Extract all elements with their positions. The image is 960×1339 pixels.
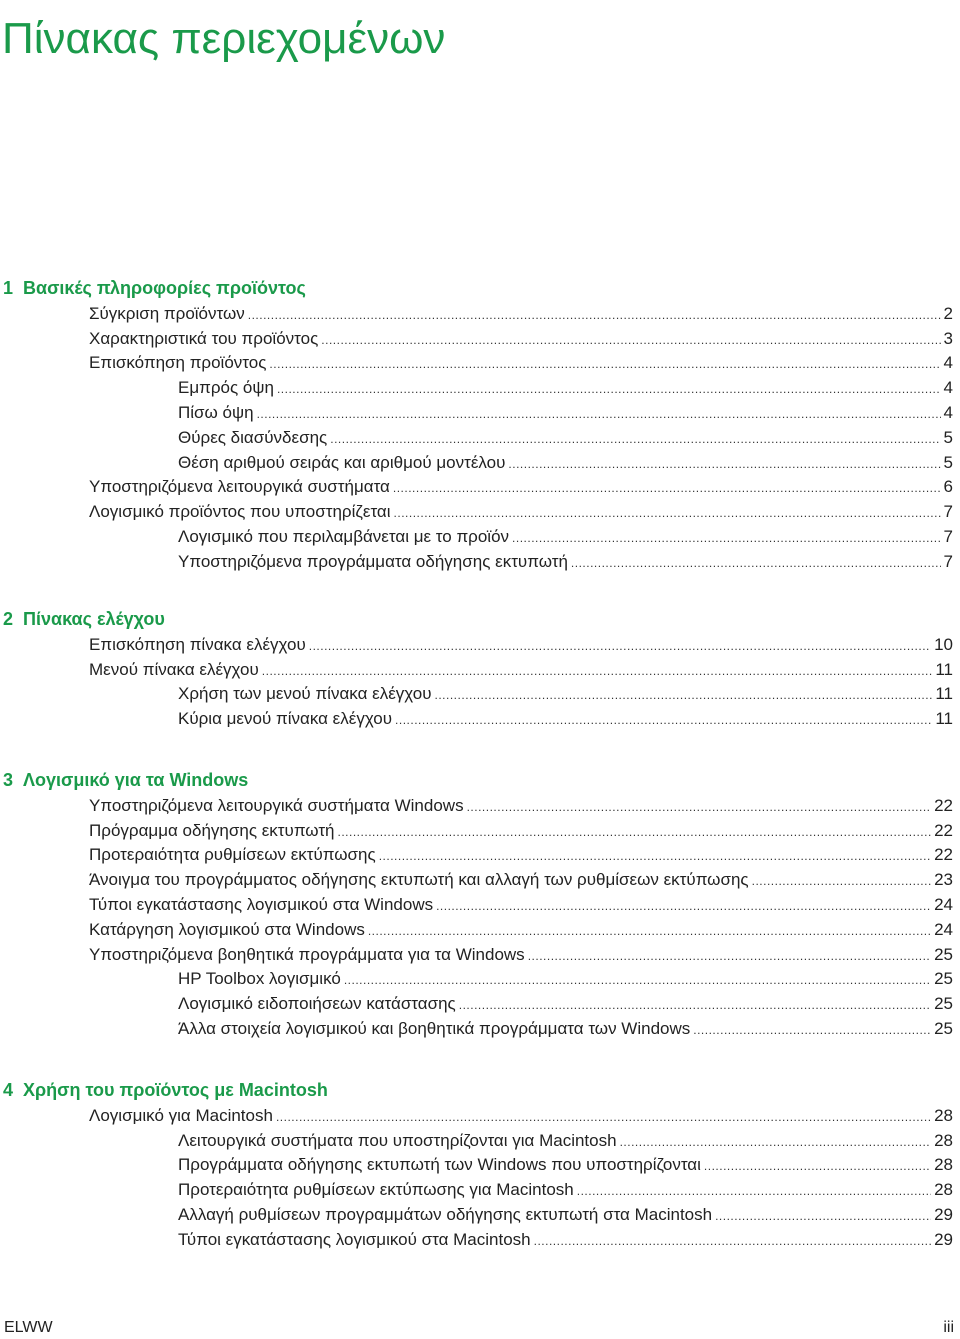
toc-entry-page-number: 28 [934,1105,953,1125]
toc-entry-label: Προτεραιότητα ρυθμίσεων εκτύπωσης [89,845,376,865]
toc-entry-page-number: 25 [934,969,953,989]
dot-leader [704,1154,931,1177]
toc-entry-label: Κατάργηση λογισμικού στα Windows [89,919,365,939]
toc-entry-page-number: 28 [934,1130,953,1150]
toc-entry-page-number: 5 [943,427,953,447]
toc-entry-page-number: 22 [934,845,953,865]
dot-leader [338,820,932,843]
toc-entry[interactable] [89,499,953,524]
dot-leader [276,1105,931,1128]
footer-doc-code: ELWW [4,1319,53,1336]
toc-entry-page-number: 28 [934,1155,953,1175]
dot-leader [395,708,932,731]
toc-entry-page-number: 25 [934,944,953,964]
chapter-heading[interactable] [3,1078,328,1103]
toc-entry-page-number: 23 [934,870,953,890]
toc-entry[interactable] [178,681,953,706]
toc-entry[interactable] [89,942,953,967]
toc-entry[interactable] [89,867,953,892]
page-title: Πίνακας περιεχομένων [2,14,446,63]
dot-leader [534,1229,931,1252]
dot-leader [262,659,933,682]
toc-entry-label: Χρήση των μενού πίνακα ελέγχου [178,684,432,704]
toc-entry-label: Κύρια μενού πίνακα ελέγχου [178,709,393,729]
chapter-title: Χρήση του προϊόντος με Macintosh [23,1080,328,1100]
dot-leader [620,1130,932,1153]
dot-leader [571,551,941,574]
dot-leader [693,1018,931,1041]
toc-entry-label: Πρόγραμμα οδήγησης εκτυπωτή [89,820,335,840]
dot-leader [394,501,941,524]
toc-entry[interactable] [178,1227,953,1252]
dot-leader [277,377,941,400]
toc-entry[interactable] [89,326,953,351]
chapter-number: 2 [3,609,14,629]
dot-leader [269,352,940,375]
toc-entry-label: Λογισμικό για Macintosh [89,1105,273,1125]
toc-entry[interactable] [178,1128,953,1153]
toc-entry-label: Τύποι εγκατάστασης λογισμικού στα Windows [89,895,434,914]
toc-entry-label: Λογισμικό ειδοποιήσεων κατάστασης [178,994,456,1014]
toc-entry-label: Προτεραιότητα ρυθμίσεων εκτύπωσης για Macintosh [178,1180,574,1200]
toc-entry-page-number: 6 [943,477,953,497]
toc-entry-label: HP Toolbox λογισμικό [178,969,341,989]
footer-page-number: iii [943,1319,954,1336]
toc-entry-page-number: 11 [935,709,953,729]
toc-entry-label: Υποστηριζόμενα λειτουργικά συστήματα [89,477,390,497]
toc-entry-label: Εμπρός όψη [178,378,274,398]
toc-entry-page-number: 7 [943,551,953,571]
chapter-title: Λογισμικό για τα Windows [23,770,249,790]
toc-entry[interactable] [178,549,953,574]
toc-entry-page-number: 29 [934,1205,953,1224]
toc-entry[interactable] [178,1177,953,1202]
toc-entry-label: Αλλαγή ρυθμίσεων προγραμμάτων οδήγησης εκτυπωτή στα Macintosh [178,1205,713,1224]
toc-entry-page-number: 25 [934,1019,953,1038]
toc-entry-page-number: 24 [934,895,953,914]
toc-entry-page-number: 25 [934,994,953,1014]
toc-entry-page-number: 11 [935,684,953,704]
toc-entry-label: Θύρες διασύνδεσης [178,427,328,447]
dot-leader [248,303,941,326]
toc-entry[interactable] [178,706,953,731]
toc-entry[interactable] [178,1016,953,1041]
toc-entry-page-number: 24 [934,919,953,939]
toc-entry-label: Χαρακτηριστικά του προϊόντος [89,328,319,348]
toc-entry[interactable] [89,818,953,843]
toc-entry-page-number: 22 [934,795,953,815]
toc-entry[interactable] [178,1202,953,1227]
toc-entry[interactable] [89,301,953,326]
toc-entry[interactable] [89,917,953,942]
toc-entry-label: Υποστηριζόμενα λειτουργικά συστήματα Windows [89,795,464,815]
chapter-number: 3 [3,770,14,790]
dot-leader [435,683,933,706]
dot-leader [379,844,931,867]
toc-entry-label: Λειτουργικά συστήματα που υποστηρίζονται για Macintosh [178,1130,617,1150]
chapter-title: Πίνακας ελέγχου [23,609,165,629]
dot-leader [467,795,932,818]
toc-entry-label: Θέση αριθμού σειράς και αριθμού μοντέλου [178,452,506,472]
toc-entry-label: Άλλα στοιχεία λογισμικού και βοηθητικά προγράμματα των Windows [178,1019,691,1038]
toc-entry[interactable] [89,474,953,499]
toc-entry-label: Πίσω όψη [178,403,254,422]
chapter-number: 4 [3,1080,14,1100]
toc-entry-page-number: 29 [934,1229,953,1249]
dot-leader [752,869,931,892]
toc-entry-page-number: 4 [943,378,953,398]
toc-entry-page-number: 5 [943,452,953,472]
toc-entry-label: Άνοιγμα του προγράμματος οδήγησης εκτυπωτή και αλλαγή των ρυθμίσεων εκτύπωσης [89,870,749,890]
toc-entry-page-number: 22 [934,820,953,840]
toc-entry[interactable] [89,350,953,375]
toc-entry[interactable] [89,657,953,682]
toc-entry[interactable] [89,892,953,917]
toc-entry-page-number: 4 [943,353,953,373]
chapter-number: 1 [3,278,14,298]
toc-entry[interactable] [89,793,953,818]
toc-entry[interactable] [178,375,953,400]
dot-leader [715,1204,931,1227]
toc-entry-page-number: 2 [943,303,953,323]
toc-entry-page-number: 7 [943,527,953,546]
toc-entry-label: Λογισμικό προϊόντος που υποστηρίζεται [89,502,391,522]
dot-leader [436,894,931,917]
chapter-heading[interactable] [3,607,165,632]
dot-leader [528,944,931,967]
toc-entry-page-number: 10 [934,634,953,654]
dot-leader [330,427,940,450]
toc-entry[interactable] [178,1152,953,1177]
toc-entry[interactable] [178,400,953,425]
toc-entry-page-number: 11 [935,659,953,679]
dot-leader [257,402,941,425]
toc-entry[interactable] [178,524,953,549]
toc-entry-label: Τύποι εγκατάστασης λογισμικού στα Macintosh [178,1229,531,1249]
toc-entry[interactable] [178,425,953,450]
toc-entry-page-number: 7 [943,502,953,522]
dot-leader [508,452,940,475]
dot-leader [368,919,931,942]
chapter-heading[interactable] [3,276,306,301]
dot-leader [309,634,931,657]
chapter-title: Βασικές πληροφορίες προϊόντος [23,278,306,298]
toc-entry-label: Προγράμματα οδήγησης εκτυπωτή των Windows που υποστηρίζονται [178,1155,701,1175]
toc-entry-label: Υποστηριζόμενα βοηθητικά προγράμματα για τα Windows [89,944,525,964]
toc-entry[interactable] [89,1103,953,1128]
toc-entry[interactable] [178,450,953,475]
dot-leader [459,993,931,1016]
toc-entry[interactable] [178,966,953,991]
toc-entry-page-number: 3 [943,328,953,348]
toc-entry[interactable] [89,632,953,657]
dot-leader [512,526,941,549]
dot-leader [321,328,940,351]
toc-entry-label: Λογισμικό που περιλαμβάνεται με το προϊόν [178,527,510,546]
toc-entry-label: Επισκόπηση προϊόντος [89,353,267,373]
dot-leader [393,476,941,499]
toc-entry-label: Υποστηριζόμενα προγράμματα οδήγησης εκτυπωτή [178,551,568,571]
toc-entry[interactable] [178,991,953,1016]
chapter-heading[interactable] [3,768,248,793]
toc-entry-page-number: 4 [943,403,953,422]
dot-leader [344,968,931,991]
dot-leader [577,1179,931,1202]
toc-entry[interactable] [89,842,953,867]
toc-entry-page-number: 28 [934,1180,953,1200]
toc-entry-label: Σύγκριση προϊόντων [89,303,245,323]
toc-entry-label: Μενού πίνακα ελέγχου [89,659,259,679]
toc-entry-label: Επισκόπηση πίνακα ελέγχου [89,634,306,654]
